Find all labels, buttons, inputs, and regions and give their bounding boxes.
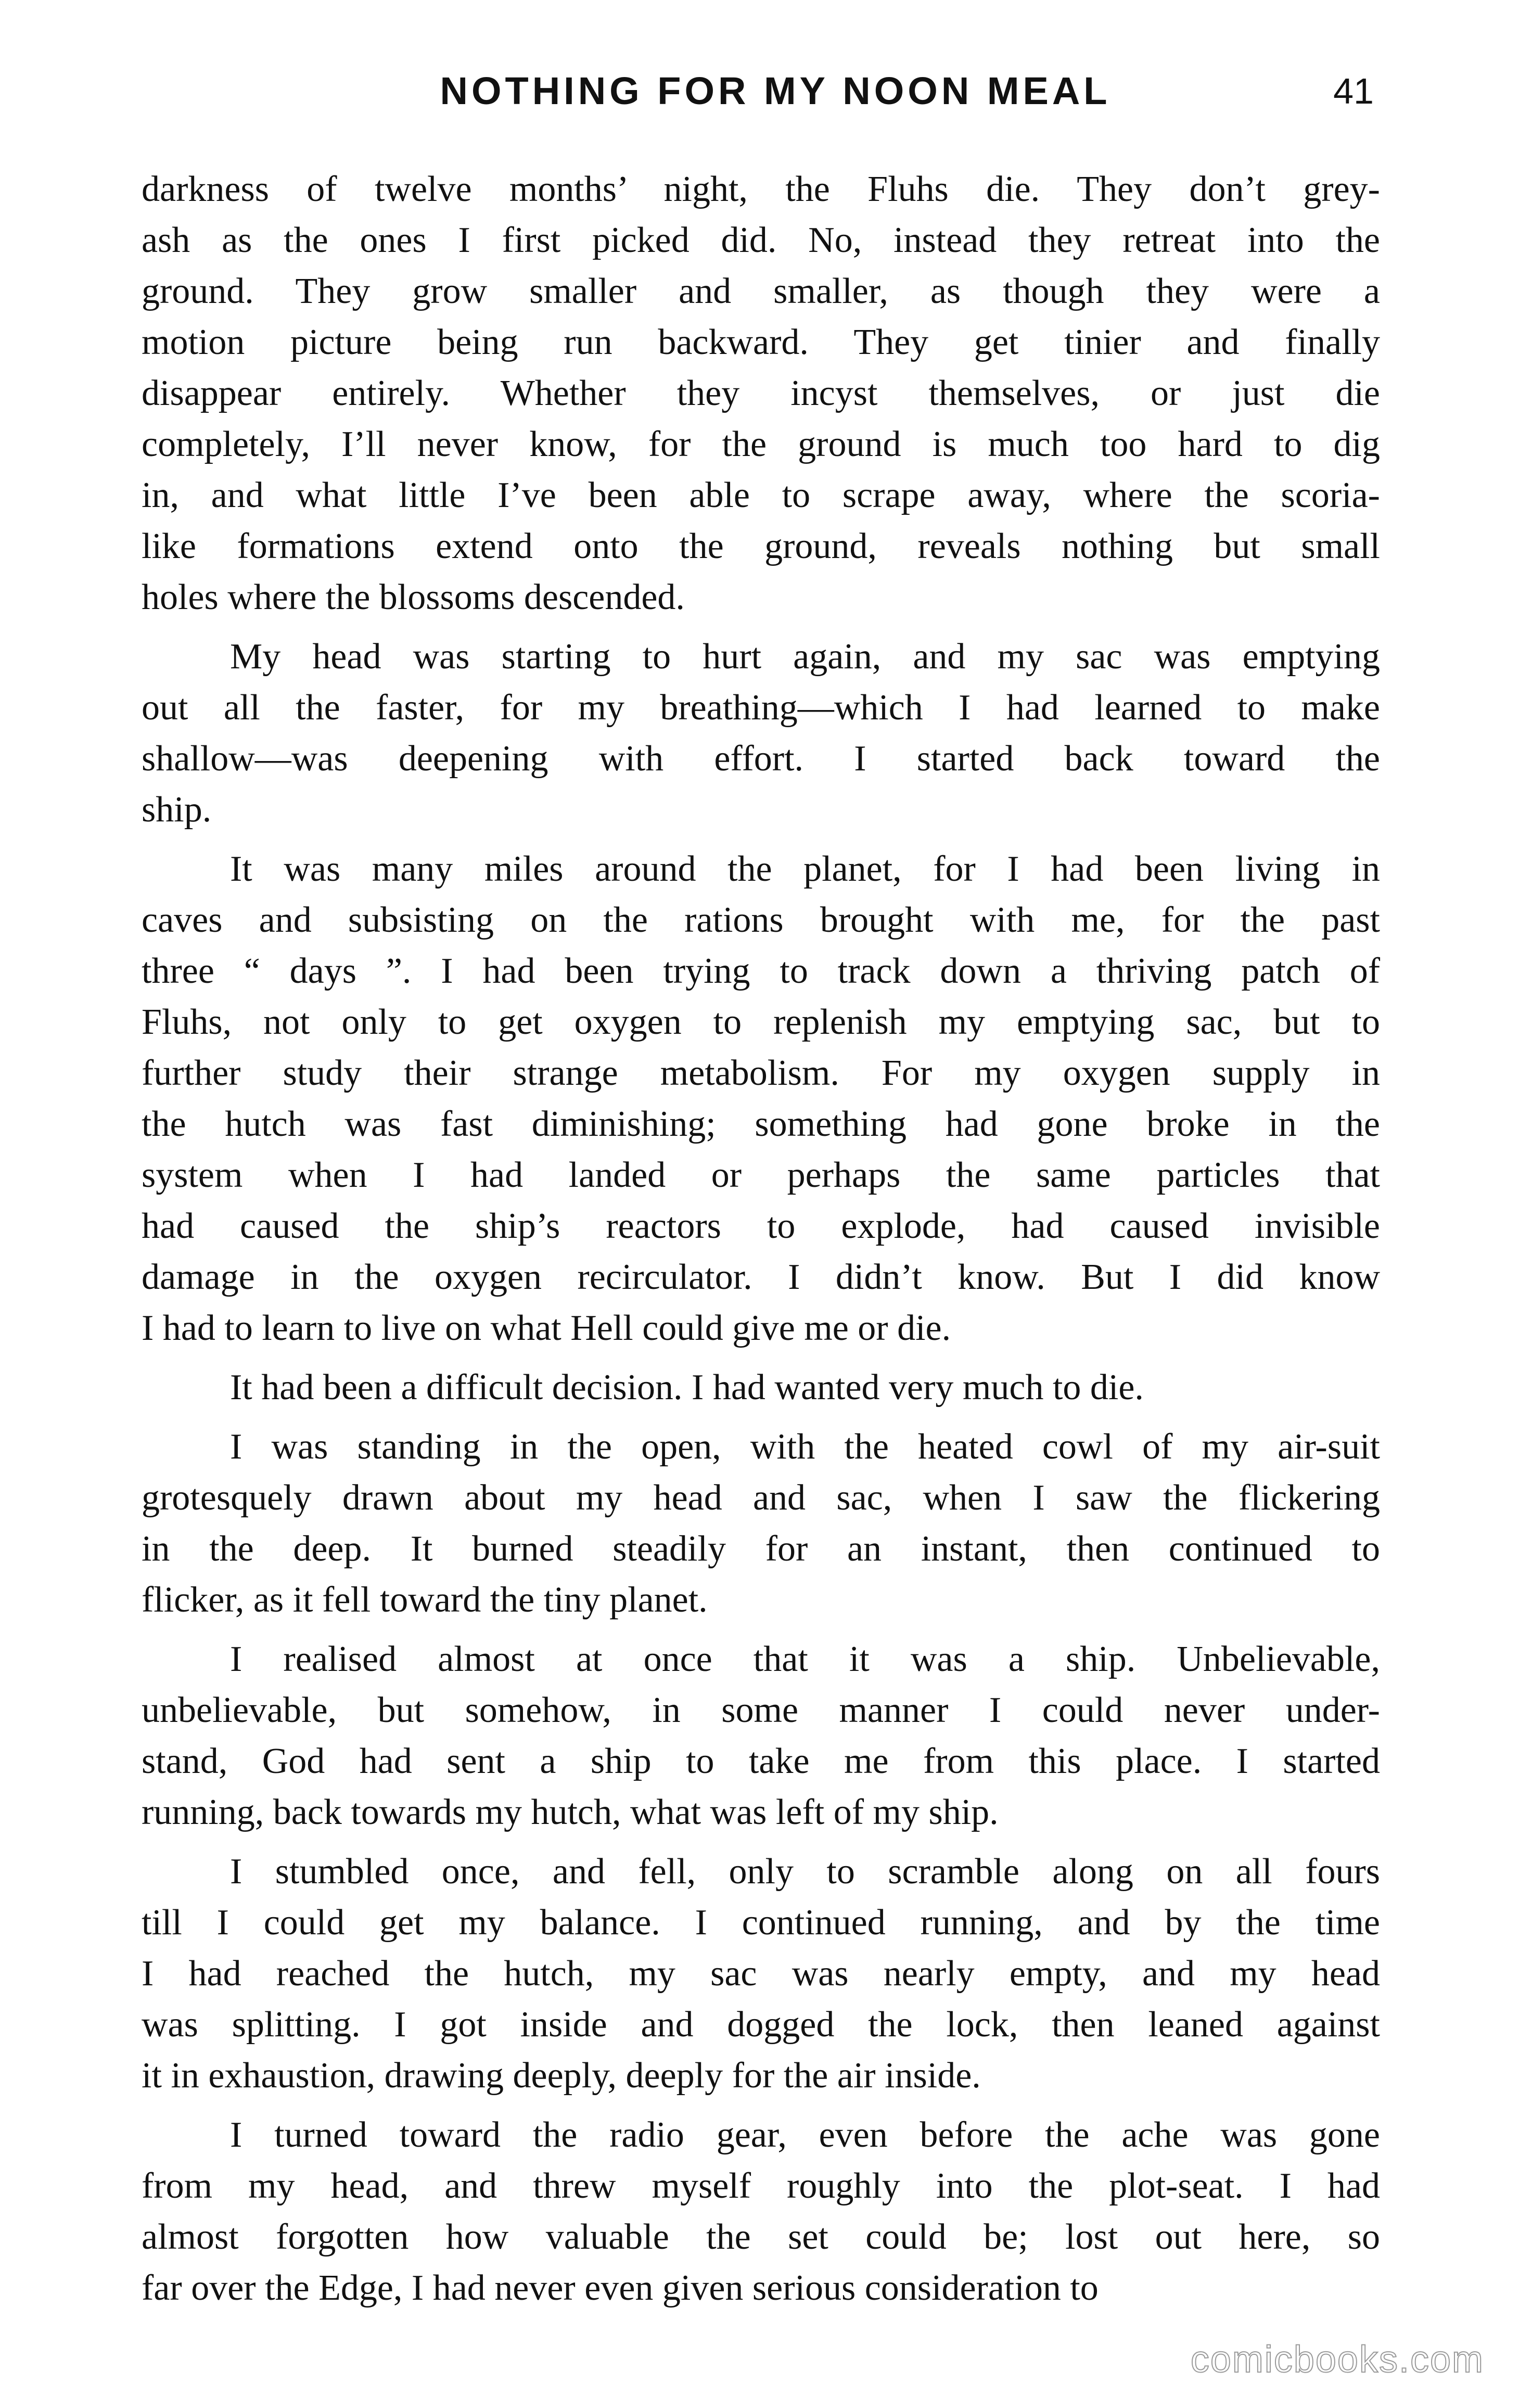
text-line: ground. They grow smaller and smaller, as though they were a xyxy=(142,271,1380,311)
text-line: far over the Edge, I had never even given serious consideration to xyxy=(142,2268,1099,2308)
paragraph xyxy=(142,164,1380,623)
text-line: the hutch was fast diminishing; something had gone broke in the xyxy=(142,1104,1380,1144)
paragraph xyxy=(142,844,1380,1354)
text-line: holes where the blossoms descended. xyxy=(142,577,685,617)
text-line: ash as the ones I first picked did. No, instead they retreat into the xyxy=(142,220,1380,260)
text-line: had caused the ship’s reactors to explode, had caused invisible xyxy=(142,1206,1380,1246)
text-line: I had reached the hutch, my sac was nearly empty, and my head xyxy=(142,1954,1380,1994)
text-line: running, back towards my hutch, what was left of my ship. xyxy=(142,1792,999,1832)
paragraph xyxy=(142,2110,1380,2314)
text-line: like formations extend onto the ground, reveals nothing but small xyxy=(142,526,1380,566)
text-line: It had been a difficult decision. I had wanted very much to die. xyxy=(230,1367,1144,1408)
text-line: almost forgotten how valuable the set could be; lost out here, so xyxy=(142,2217,1380,2257)
text-line: damage in the oxygen recirculator. I didn’t know. But I did know xyxy=(142,1257,1380,1297)
paragraph xyxy=(142,1846,1380,2101)
text-line: completely, I’ll never know, for the ground is much too hard to dig xyxy=(142,424,1380,464)
text-line: shallow—was deepening with effort. I started back toward the xyxy=(142,739,1380,779)
text-line: Fluhs, not only to get oxygen to replenish my emptying sac, but to xyxy=(142,1002,1380,1042)
text-line: from my head, and threw myself roughly into the plot-seat. I had xyxy=(142,2166,1380,2206)
page-number: 41 xyxy=(1333,71,1374,111)
text-line: unbelievable, but somehow, in some manner I could never under- xyxy=(142,1690,1380,1730)
text-line: It was many miles around the planet, for I had been living in xyxy=(230,849,1380,889)
text-line: flicker, as it fell toward the tiny planet. xyxy=(142,1580,708,1620)
paragraph xyxy=(142,1422,1380,1626)
text-line: in, and what little I’ve been able to scrape away, where the scoria- xyxy=(142,475,1380,515)
text-line: motion picture being run backward. They get tinier and finally xyxy=(142,322,1380,362)
text-line: disappear entirely. Whether they incyst themselves, or just die xyxy=(142,373,1380,413)
text-line: it in exhaustion, drawing deeply, deeply for the air inside. xyxy=(142,2056,981,2096)
text-line: I realised almost at once that it was a ship. Unbelievable, xyxy=(230,1639,1380,1679)
paragraph xyxy=(142,1634,1380,1838)
text-line: till I could get my balance. I continued running, and by the time xyxy=(142,1903,1380,1943)
text-line: in the deep. It burned steadily for an instant, then continued to xyxy=(142,1529,1380,1569)
text-line: grotesquely drawn about my head and sac, when I saw the flickering xyxy=(142,1478,1380,1518)
text-line: I was standing in the open, with the heated cowl of my air-suit xyxy=(230,1427,1380,1467)
paragraph xyxy=(142,1362,1380,1413)
text-line: system when I had landed or perhaps the same particles that xyxy=(142,1155,1380,1195)
watermark: comicbooks.com xyxy=(1190,2339,1484,2380)
text-line: I had to learn to live on what Hell could give me or die. xyxy=(142,1308,951,1348)
paragraph xyxy=(142,631,1380,835)
text-line: ship. xyxy=(142,790,212,830)
text-line: further study their strange metabolism. For my oxygen supply in xyxy=(142,1053,1380,1093)
body-text xyxy=(142,164,1380,2322)
text-line: was splitting. I got inside and dogged the lock, then leaned against xyxy=(142,2005,1380,2045)
running-head xyxy=(141,62,1389,120)
text-line: darkness of twelve months’ night, the Fluhs die. They don’t grey- xyxy=(142,169,1380,209)
text-line: I stumbled once, and fell, only to scramble along on all fours xyxy=(230,1852,1380,1892)
text-line: I turned toward the radio gear, even before the ache was gone xyxy=(230,2115,1380,2155)
text-line: caves and subsisting on the rations brought with me, for the past xyxy=(142,900,1380,940)
text-line: out all the faster, for my breathing—which I had learned to make xyxy=(142,688,1380,728)
text-line: three “ days ”. I had been trying to track down a thriving patch of xyxy=(142,951,1380,991)
text-line: My head was starting to hurt again, and my sac was emptying xyxy=(230,637,1380,677)
text-line: stand, God had sent a ship to take me from this place. I started xyxy=(142,1741,1380,1781)
running-title: NOTHING FOR MY NOON MEAL xyxy=(440,69,1111,112)
